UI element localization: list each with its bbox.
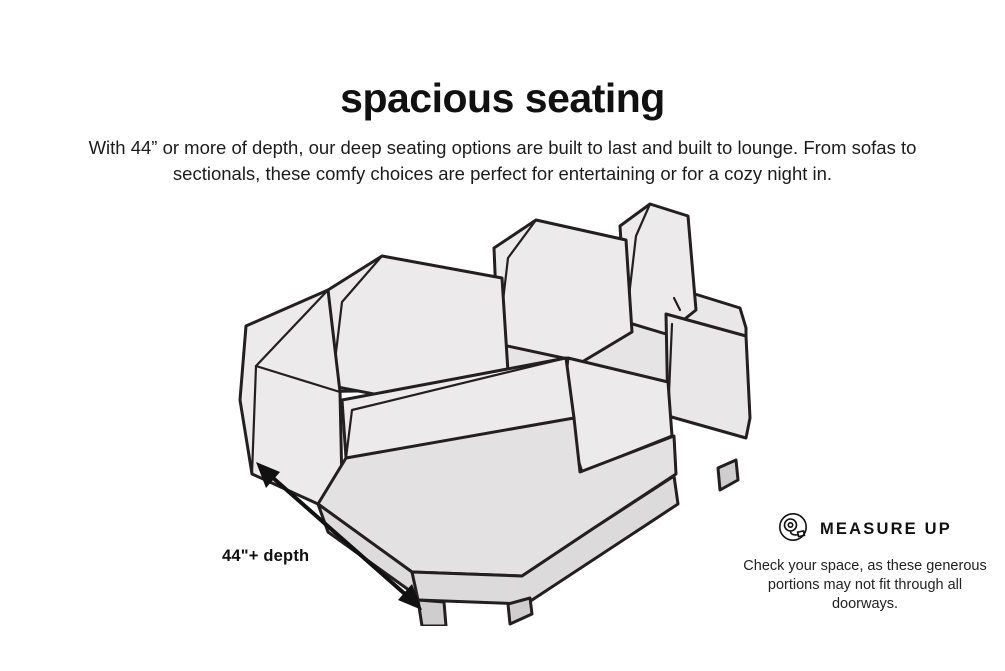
measure-up-block [740, 512, 990, 614]
measuring-tape-icon [778, 512, 808, 547]
depth-dimension-arrow [228, 440, 458, 630]
depth-label: 44"+ depth [222, 547, 310, 565]
page-description: With 44” or more of depth, our deep seating options are built to last and built to lounge. From sofas to sectionals, these comfy choices are perfect for entertaining or for a cozy night in. [88, 136, 917, 184]
measure-up-header [740, 512, 990, 547]
measure-up-note: Check your space, as these generous portions may not fit through all doorways. [743, 558, 987, 612]
measure-up-title: MEASURE UP [819, 520, 952, 538]
page-title: spacious seating [340, 75, 665, 122]
